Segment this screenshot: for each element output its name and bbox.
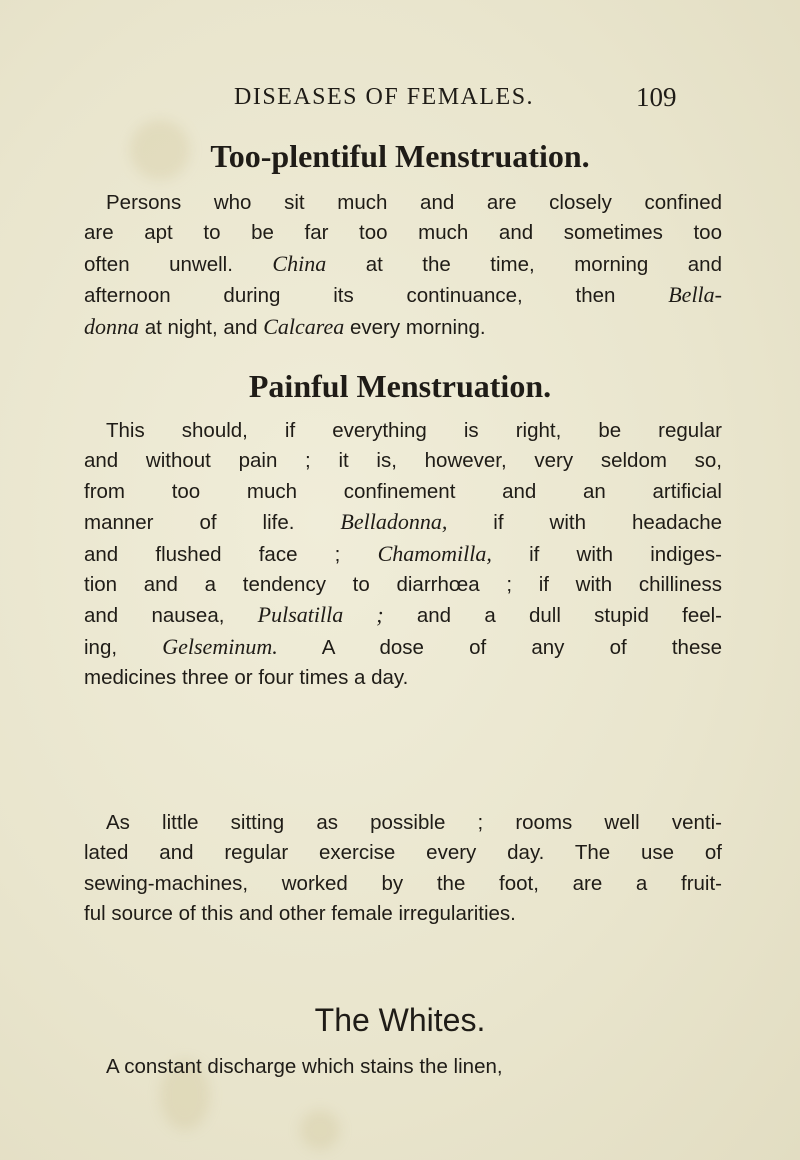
italic-term: donna [84,313,139,339]
section-heading-painful: Painful Menstruation. [248,368,552,404]
text-line: ful source of this and other female irregularities. [84,902,516,926]
running-head: DISEASES OF FEMALES. [234,84,535,110]
italic-term: Gelseminum. [162,633,278,659]
text-line: and flushed face ; Chamomilla, if with indiges- [84,540,722,566]
paragraph-painful-2 [84,808,722,930]
text-line: This should, if everything is right, be regular [106,419,722,442]
paragraph-whites [84,1052,722,1082]
text-line: afternoon during its continuance, then Bella- [84,282,722,308]
italic-term: Pulsatilla ; [257,602,384,628]
text-line: A constant discharge which stains the linen, [106,1055,503,1078]
text-line: and without pain ; it is, however, very seldom so, [84,449,722,473]
text-line: sewing-machines, worked by the foot, are a fruit- [84,871,722,895]
italic-term: Chamomilla, [377,540,492,566]
page-number: 109 [636,82,677,112]
italic-term: Bella- [668,282,722,308]
text-line: donna at night, and Calcarea every morning. [84,313,486,339]
text-line: lated and regular exercise every day. The use of [84,841,722,865]
text-line: often unwell. China at the time, morning and [84,250,722,276]
section-heading-too-plentiful: Too-plentiful Menstruation. [210,138,590,174]
text-line: from too much confinement and an artificial [84,479,722,503]
section-heading-whites: The Whites. [314,1002,486,1038]
italic-term: Belladonna, [340,509,448,535]
text-line: Persons who sit much and are closely confined [106,191,722,214]
paper-stain [300,1110,340,1150]
text-line: medicines three or four times a day. [84,666,409,690]
text-line: are apt to be far too much and sometimes too [84,221,722,245]
paragraph-too-plentiful [84,188,722,343]
italic-term: China [272,250,327,276]
text-line: As little sitting as possible ; rooms well venti- [106,811,722,834]
text-line: and nausea, Pulsatilla ; and a dull stupid feel- [84,602,723,628]
text-line: tion and a tendency to diarrhœa ; if with chilliness [84,573,722,597]
text-line: ing, Gelseminum. A dose of any of these [84,633,723,659]
paragraph-painful-1 [84,416,722,694]
text-line: manner of life. Belladonna, if with headache [84,509,722,535]
italic-term: Calcarea [263,313,345,339]
